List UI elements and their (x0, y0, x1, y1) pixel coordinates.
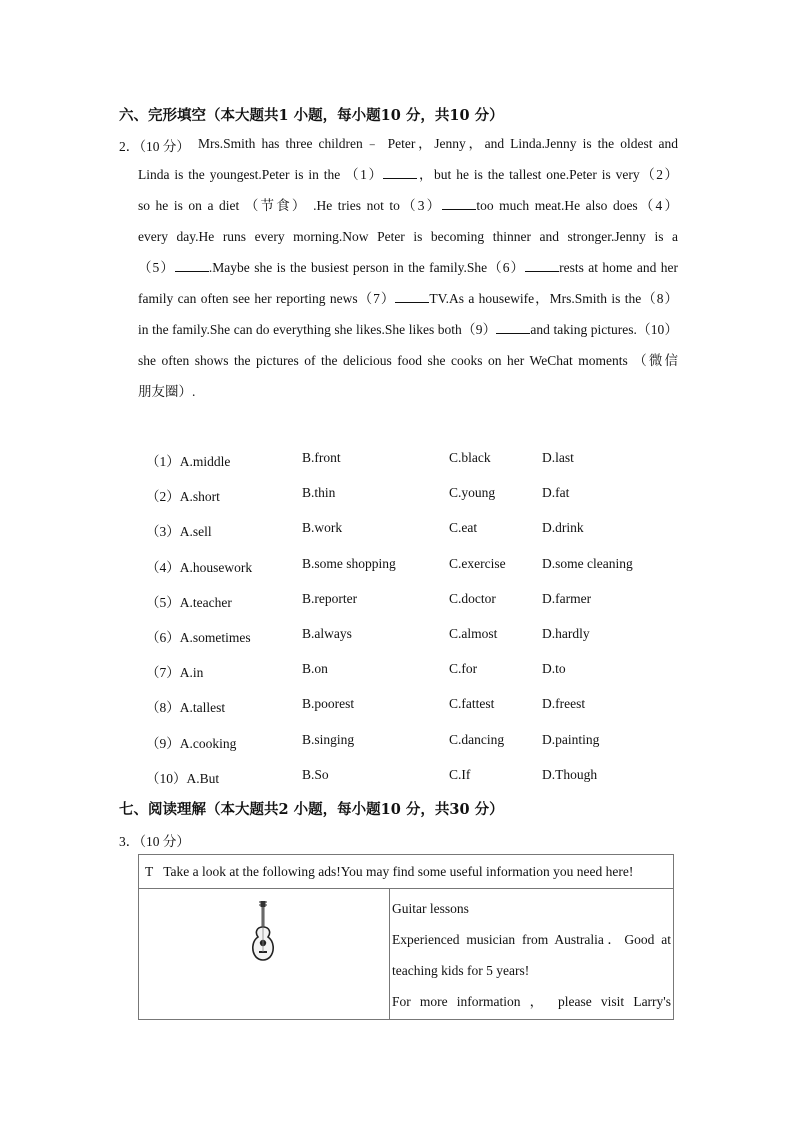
passage-line-7: in the family.She can do everything she likes.She likes both（9） and taking pictures.（10） (138, 322, 678, 337)
guitar-image-cell (139, 889, 390, 1020)
ad-title: Guitar lessons (392, 901, 469, 916)
passage-line-8: she often shows the pictures of the delicious food she cooks on her WeChat moments （微信 (138, 353, 678, 368)
passage-line-5: （5） .Maybe she is the busiest person in the family.She（6） rests at home and her (138, 260, 678, 275)
passage-line-9: 朋友圈）. (138, 384, 196, 399)
option-c[interactable]: C.exercise (449, 555, 506, 571)
option-row-8 (146, 692, 666, 727)
option-row-7 (146, 657, 666, 692)
option-row-5 (146, 587, 666, 622)
passage-line-3: so he is on a diet （节食） .He tries not to（3） too much meat.He also does（4） (138, 198, 678, 213)
option-b[interactable]: B.thin (302, 485, 336, 501)
option-b[interactable]: B.So (302, 766, 329, 782)
option-b[interactable]: B.always (302, 625, 352, 641)
ad-line-1: Experienced musician from Australia．Good at (392, 932, 671, 947)
option-d[interactable]: D.last (542, 450, 574, 465)
blank-3[interactable] (442, 197, 476, 210)
guitar-ad-text (390, 889, 674, 1020)
question-2-number: 2．（10 分） (119, 139, 190, 154)
option-d[interactable]: D.Though (542, 766, 598, 782)
option-c[interactable]: C.for (449, 661, 478, 677)
option-row-6 (146, 622, 666, 657)
passage-line-4: every day.He runs every morning.Now Peter is becoming thinner and stronger.Jenny is a (138, 229, 678, 244)
option-d[interactable]: D.drink (542, 520, 584, 536)
option-a[interactable]: （6）A.sometimes (146, 629, 251, 645)
option-a[interactable]: （3）A.sell (146, 524, 212, 540)
option-b[interactable]: B.poorest (302, 696, 355, 712)
guitar-icon (248, 899, 278, 963)
question-3-number: 3．（10 分） (119, 834, 190, 849)
option-c[interactable]: C.young (449, 485, 496, 501)
blank-1[interactable] (383, 166, 417, 179)
option-a[interactable]: （10）A.But (146, 770, 220, 786)
option-c[interactable]: C.dancing (449, 731, 505, 747)
cloze-passage (138, 128, 678, 407)
passage-line-2: Linda is the youngest.Peter is in the （1） ，but he is the tallest one.Peter is very（2） (138, 167, 679, 182)
option-b[interactable]: B.front (302, 450, 341, 465)
option-a[interactable]: （1）A.middle (146, 454, 231, 469)
option-a[interactable]: （2）A.short (146, 489, 220, 505)
option-b[interactable]: B.on (302, 661, 328, 677)
blank-9[interactable] (496, 321, 530, 334)
option-a[interactable]: （5）A.teacher (146, 594, 232, 610)
options-list (146, 446, 666, 798)
option-a[interactable]: （9）A.cooking (146, 735, 237, 751)
option-d[interactable]: D.some cleaning (542, 555, 633, 571)
section-6-title: 六、完形填空（本大题共1 小题，每小题10 分，共10 分） (119, 107, 504, 124)
option-c[interactable]: C.If (449, 766, 471, 782)
option-c[interactable]: C.almost (449, 625, 498, 641)
option-row-2 (146, 481, 666, 516)
blank-5[interactable] (175, 259, 209, 272)
option-d[interactable]: D.painting (542, 731, 600, 747)
option-b[interactable]: B.work (302, 520, 343, 536)
ads-table (138, 854, 674, 1020)
option-a[interactable]: （4）A.housework (146, 559, 253, 575)
option-row-10 (146, 763, 666, 798)
option-row-9 (146, 728, 666, 763)
option-d[interactable]: D.to (542, 661, 566, 677)
passage-line-6: family can often see her reporting news（7） TV.As a housewife，Mrs.Smith is the（8） (138, 291, 678, 306)
ads-table-header: T Take a look at the following ads!You may find some useful information you need here! (139, 855, 674, 889)
option-d[interactable]: D.farmer (542, 590, 592, 606)
ad-line-3: For more information ， please visit Larry's (392, 994, 671, 1009)
option-c[interactable]: C.doctor (449, 590, 496, 606)
option-row-4 (146, 552, 666, 587)
option-row-3 (146, 516, 666, 551)
ad-line-2: teaching kids for 5 years! (392, 963, 530, 978)
blank-6[interactable] (525, 259, 559, 272)
option-b[interactable]: B.reporter (302, 590, 358, 606)
option-b[interactable]: B.some shopping (302, 555, 396, 571)
option-c[interactable]: C.black (449, 450, 491, 465)
option-b[interactable]: B.singing (302, 731, 355, 747)
option-d[interactable]: D.fat (542, 485, 570, 501)
blank-7[interactable] (395, 290, 429, 303)
option-row-1 (146, 446, 666, 481)
option-c[interactable]: C.eat (449, 520, 478, 536)
option-d[interactable]: D.hardly (542, 625, 590, 641)
section-7-title: 七、阅读理解（本大题共2 小题，每小题10 分，共30 分） (119, 801, 504, 818)
option-d[interactable]: D.freest (542, 696, 586, 712)
passage-line-1: Mrs.Smith has three children﹣ Peter，Jenny，and Linda.Jenny is the oldest and (198, 136, 678, 151)
option-c[interactable]: C.fattest (449, 696, 495, 712)
option-a[interactable]: （8）A.tallest (146, 700, 226, 716)
option-a[interactable]: （7）A.in (146, 665, 204, 681)
